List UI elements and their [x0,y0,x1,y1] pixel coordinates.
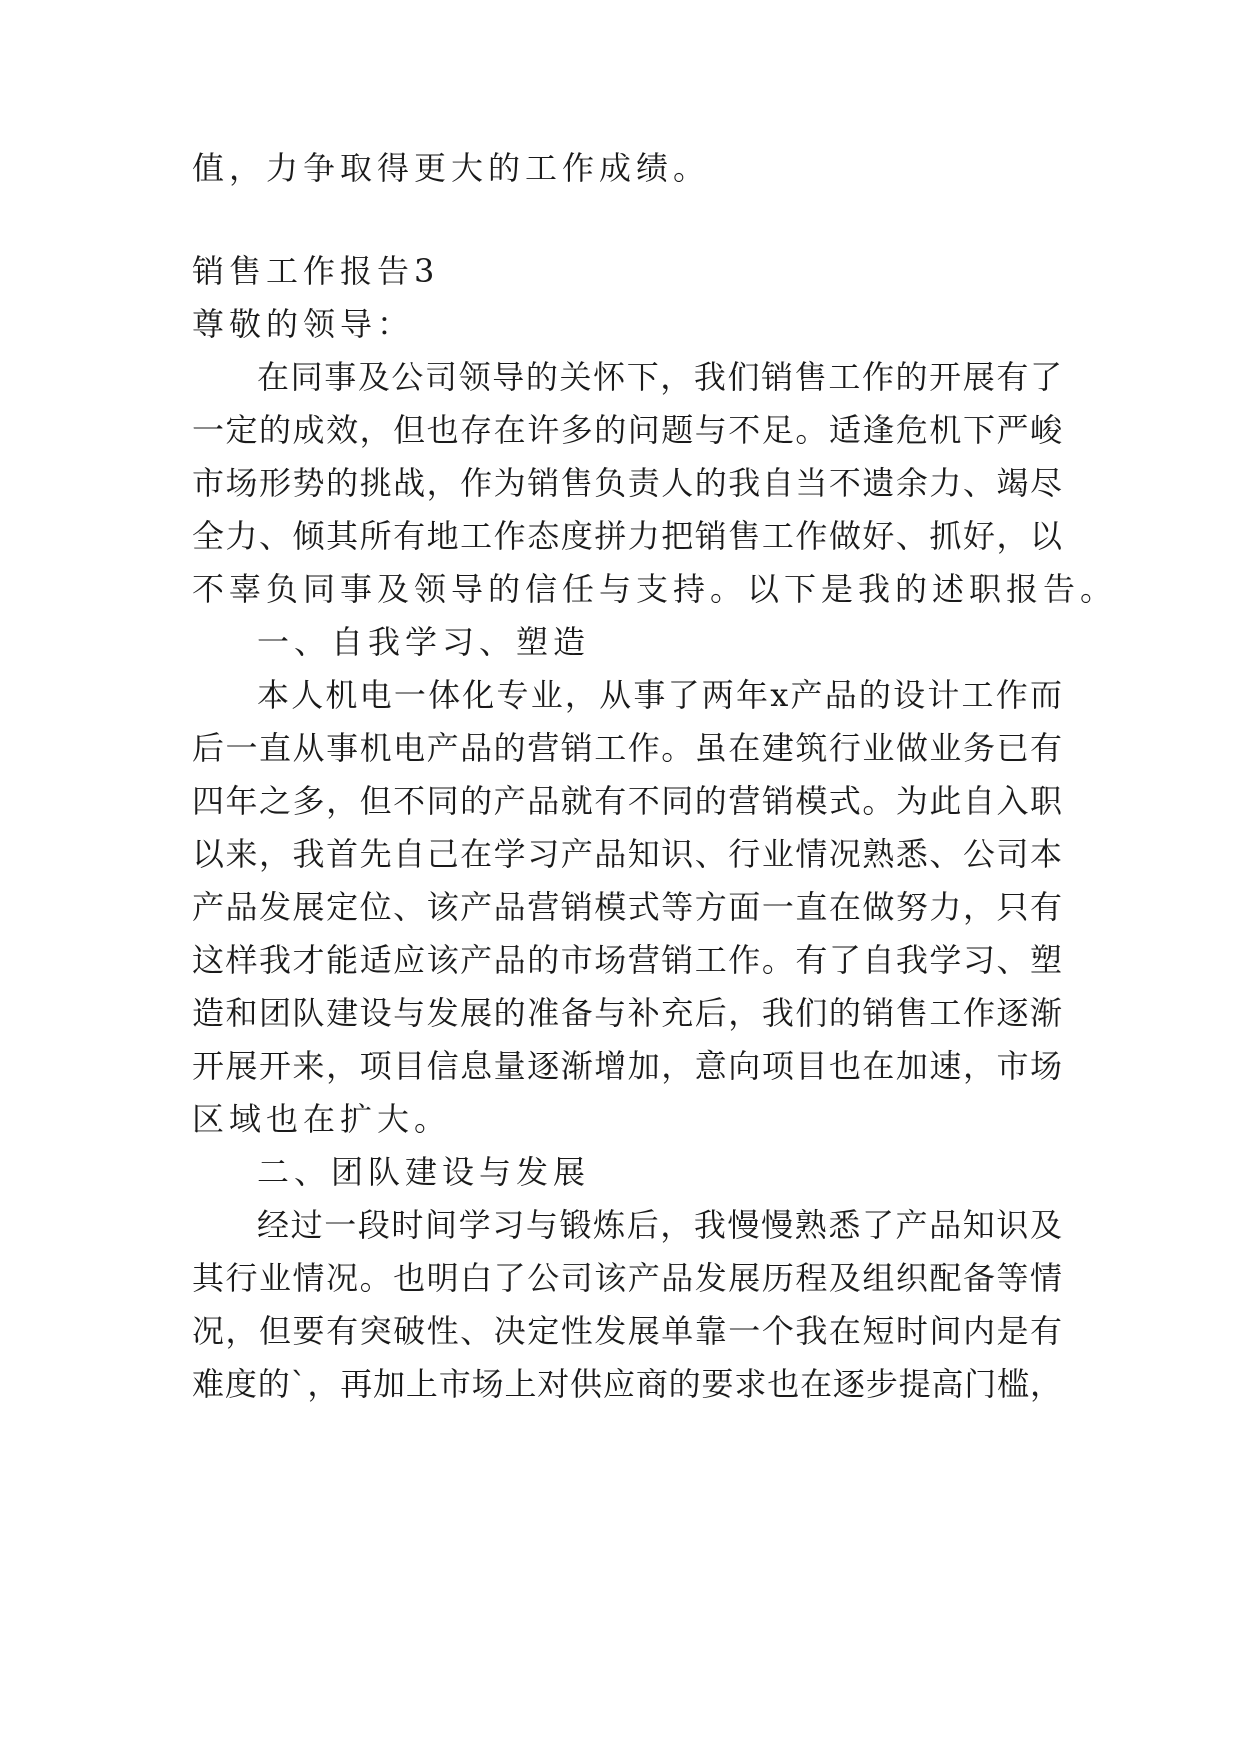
section1-line-7: 造和团队建设与发展的准备与补充后，我们的销售工作逐渐 [192,994,1062,1032]
section1-line-6: 这样我才能适应该产品的市场营销工作。有了自我学习、塑 [192,941,1062,979]
section2-line-1: 经过一段时间学习与锻炼后，我慢慢熟悉了产品知识及 [257,1206,1062,1244]
intro-line-3: 市场形势的挑战，作为销售负责人的我自当不遗余力、竭尽 [192,464,1062,502]
section1-line-8: 开展开来，项目信息量逐渐增加，意向项目也在加速，市场 [192,1047,1062,1085]
section2-line-2: 其行业情况。也明白了公司该产品发展历程及组织配备等情 [192,1259,1062,1297]
section1-line-4: 以来，我首先自己在学习产品知识、行业情况熟悉、公司本 [192,835,1062,873]
section2-line-3: 况，但要有突破性、决定性发展单靠一个我在短时间内是有 [192,1312,1062,1350]
section1-line-1: 本人机电一体化专业，从事了两年x产品的设计工作而 [257,676,1062,714]
intro-line-4: 全力、倾其所有地工作态度拼力把销售工作做好、抓好，以 [192,517,1062,555]
intro-line-2: 一定的成效，但也存在许多的问题与不足。适逢危机下严峻 [192,411,1062,449]
section1-line-3: 四年之多，但不同的产品就有不同的营销模式。为此自入职 [192,782,1062,820]
section1-line-5: 产品发展定位、该产品营销模式等方面一直在做努力，只有 [192,888,1062,926]
section2-line-4: 难度的`，再加上市场上对供应商的要求也在逐步提高门槛， [192,1365,1062,1403]
intro-line-1: 在同事及公司领导的关怀下，我们销售工作的开展有了 [257,358,1062,396]
paragraph-closing-line: 值，力争取得更大的工作成绩。 [192,149,711,187]
section1-line-2: 后一直从事机电产品的营销工作。虽在建筑行业做业务已有 [192,729,1062,767]
section-heading-2: 二、团队建设与发展 [257,1153,591,1191]
intro-line-5: 不辜负同事及领导的信任与支持。以下是我的述职报告。 [192,570,1118,608]
salutation: 尊敬的领导： [192,305,415,343]
section-heading-1: 一、自我学习、塑造 [257,623,591,661]
section1-line-9: 区域也在扩大。 [192,1100,452,1138]
report-title: 销售工作报告3 [192,252,440,290]
